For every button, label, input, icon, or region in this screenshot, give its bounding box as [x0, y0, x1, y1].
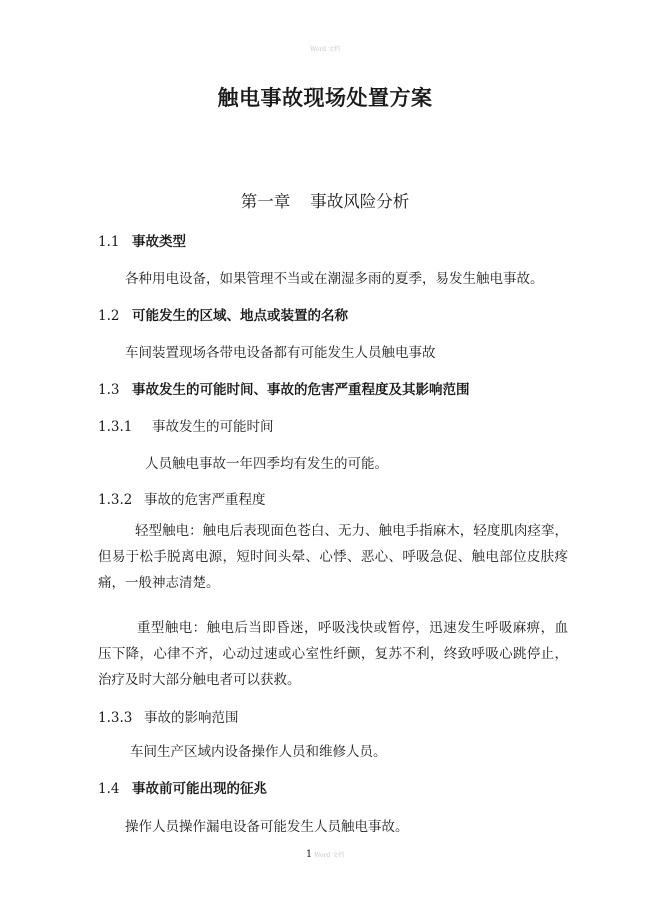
section-number: 1.1 [98, 234, 120, 250]
subsection-body-1-3-3: 车间生产区域内设备操作人员和维修人员。 [130, 744, 387, 760]
subsection-heading-1-3-3 [98, 706, 239, 726]
section-body-1-1: 各种用电设备，如果管理不当或在潮湿多雨的夏季，易发生触电事故。 [125, 271, 544, 287]
paragraph-light-shock: 轻型触电：触电后表现面色苍白、无力、触电手指麻木，轻度肌肉痉挛，但易于松手脱离电源，短时间头晕、心悸、恶心、呼吸急促、触电部位皮肤疼痛，一般神志清楚。 [98, 523, 568, 591]
section-title: 事故类型 [132, 234, 186, 250]
paragraph-severe-shock: 重型触电：触电后当即昏迷，呼吸浅快或暂停，迅速发生呼吸麻痹，血压下降，心律不齐，心动过速或心室性纤颤，复苏不利，终致呼吸心跳停止，治疗及时大部分触电者可以获救。 [98, 620, 568, 688]
footer-watermark: Word 文档 [314, 852, 345, 859]
section-title: 事故发生的可能时间、事故的危害严重程度及其影响范围 [132, 382, 470, 398]
subsection-number: 1.3.1 [98, 419, 133, 435]
chapter-label: 第一章 [240, 192, 291, 211]
subsection-title: 事故的影响范围 [144, 710, 239, 726]
subsection-title: 事故发生的可能时间 [152, 419, 274, 435]
section-heading-1-3 [98, 378, 470, 398]
chapter-heading [0, 188, 650, 212]
section-body-1-4: 操作人员操作漏电设备可能发生人员触电事故。 [125, 819, 409, 835]
subsection-number: 1.3.2 [98, 492, 133, 508]
page-footer [0, 849, 650, 860]
section-number: 1.4 [98, 781, 120, 797]
page-number: 1 [305, 849, 313, 860]
section-title: 事故前可能出现的征兆 [132, 781, 267, 797]
subsection-heading-1-3-1 [98, 415, 274, 435]
section-body-1-2: 车间装置现场各带电设备都有可能发生人员触电事故 [125, 345, 436, 361]
section-heading-1-1 [98, 230, 186, 250]
section-heading-1-4 [98, 777, 267, 797]
subsection-number: 1.3.3 [98, 710, 133, 726]
subsection-title: 事故的危害严重程度 [144, 492, 266, 508]
section-number: 1.3 [98, 382, 120, 398]
section-heading-1-2 [98, 304, 348, 324]
section-title: 可能发生的区域、地点或装置的名称 [132, 308, 348, 324]
chapter-title: 事故风险分析 [310, 192, 410, 211]
subsection-body-1-3-1: 人员触电事故一年四季均有发生的可能。 [145, 456, 388, 472]
header-watermark: Word 文档 [310, 46, 340, 53]
subsection-heading-1-3-2 [98, 488, 266, 508]
section-number: 1.2 [98, 308, 120, 324]
document-title: 触电事故现场处置方案 [217, 85, 433, 110]
